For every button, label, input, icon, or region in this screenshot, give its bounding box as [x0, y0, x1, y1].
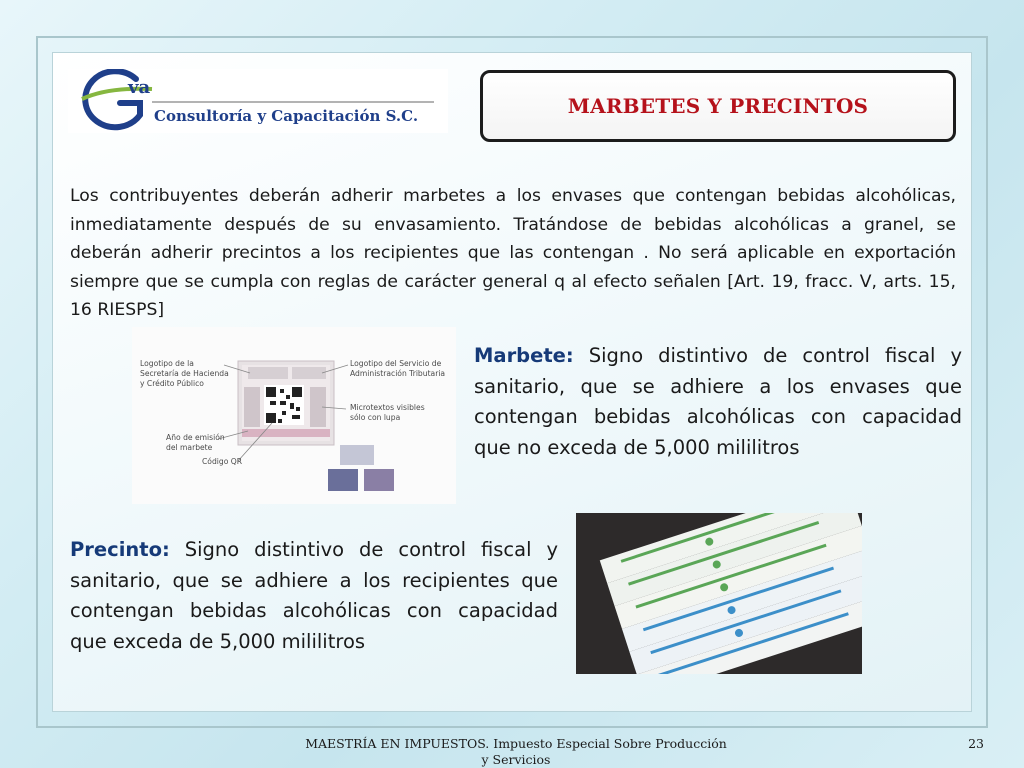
page-number: 23 — [968, 736, 984, 751]
precinto-term: Precinto: — [70, 538, 170, 561]
marbete-definition-text: Signo distintivo de control fiscal y sanitario, que se adhiere a los envases que contengan bebidas alcohólicas con capacidad que no exceda de 5,000 mililitros — [474, 344, 962, 459]
logo-company-name: Consultoría y Capacitación S.C. — [154, 107, 419, 125]
logo-monogram: va — [128, 77, 151, 98]
precinto-definition-text: Signo distintivo de control fiscal y sanitario, que se adhiere a los recipientes que contengan bebidas alcohólicas con capacidad que exceda de 5,000 mililitros — [70, 538, 558, 653]
company-logo — [68, 69, 448, 133]
label-sat-logo: Logotipo del Servicio de Administración Tributaria — [350, 359, 446, 378]
precinto-definition — [70, 535, 558, 657]
intro-paragraph: Los contribuyentes deberán adherir marbetes a los envases que contengan bebidas alcohólicas, inmediatamente después de su envasamiento. Tratándose de bebidas alcohólicas a granel, se deberán adherir precintos a los recipientes que las contengan . No será aplicable en exportación siempre que se cumpla con reglas de carácter general q al efecto señalen [Art. 19, fracc. V, arts. 15, 16 RIESPS] — [70, 186, 956, 321]
slide-title: MARBETES Y PRECINTOS — [567, 94, 869, 118]
marbete-term: Marbete: — [474, 344, 574, 367]
precinto-photo — [576, 513, 862, 674]
label-shcp-logo: Logotipo de la Secretaría de Hacienda y Crédito Público — [140, 359, 229, 388]
marbete-definition — [474, 341, 962, 463]
label-microtext: Microtextos visibles sólo con lupa — [350, 403, 425, 422]
marbete-illustration — [132, 327, 456, 504]
slide-title-box — [480, 70, 956, 142]
label-qr: Código QR — [202, 457, 243, 466]
footer-text: MAESTRÍA EN IMPUESTOS. Impuesto Especial Sobre Producción y Servicios — [305, 736, 727, 767]
label-year: Año de emisión del marbete — [166, 433, 225, 452]
precinto-labels-photo — [576, 513, 862, 674]
